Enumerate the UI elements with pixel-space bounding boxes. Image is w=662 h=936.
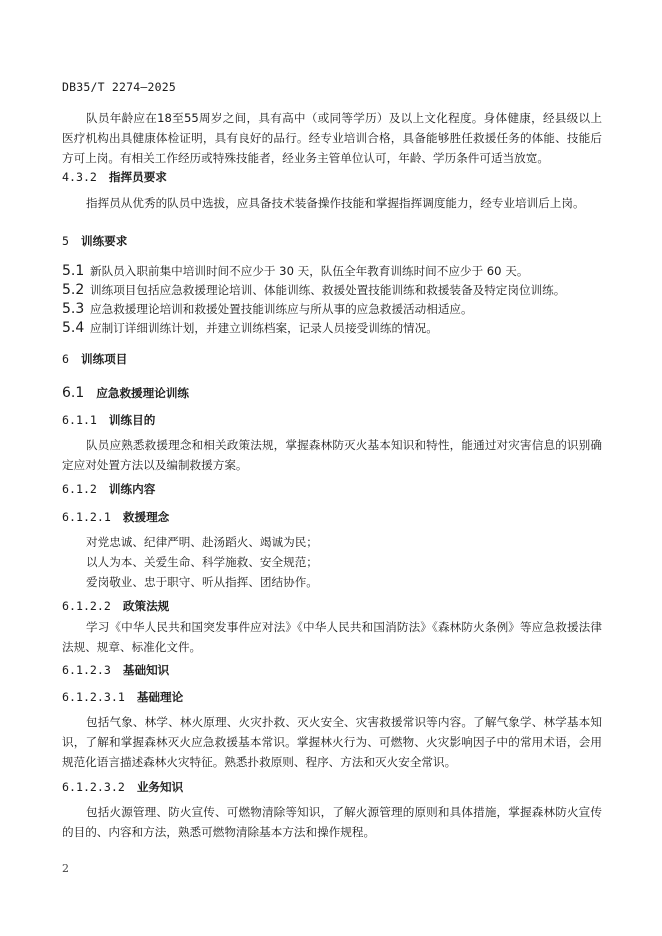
- list-item-number: 5.1: [62, 263, 85, 279]
- list-item-number: 5.4: [62, 320, 85, 336]
- heading-6-1-1: [62, 410, 602, 430]
- list-item: [62, 300, 602, 319]
- paragraph-text: 队员年龄应在18至55周岁之间，具有高中（或同等学历）及以上文化程度。身体健康，经县级以上医疗机构出具健康体检证明，具有良好的品行。经专业培训合格，具备能够胜任救援任务的体能、技能后方可上岗。有相关工作经历或特殊技能者，经业务主管单位认可，年龄、学历条件可适当放宽。: [62, 111, 602, 165]
- section-number: 5: [62, 234, 69, 248]
- page-number: 2: [62, 862, 69, 875]
- heading-6-1-2-3: [62, 660, 602, 680]
- section-number: 6.1.2.3: [62, 663, 111, 677]
- section-number: 4.3.2: [62, 170, 97, 184]
- section-title: 训练要求: [80, 234, 128, 248]
- list-item: [62, 281, 602, 300]
- heading-5: [62, 231, 602, 251]
- section-title: 政策法规: [122, 599, 170, 613]
- list-item-text: 新队员入职前集中培训时间不应少于 30 天，队伍全年教育训练时间不应少于 60 天。: [90, 264, 529, 278]
- heading-6-1: [62, 383, 602, 403]
- section-title: 训练项目: [80, 352, 128, 366]
- rescue-philosophy-lines: [62, 532, 602, 592]
- paragraph-member-requirements: [62, 108, 602, 168]
- list-item: [62, 319, 602, 338]
- section-title: 训练目的: [108, 413, 156, 427]
- section-title: 指挥员要求: [108, 170, 167, 184]
- section-number: 6.1.2.3.1: [62, 690, 125, 704]
- heading-6-1-2-1: [62, 507, 602, 527]
- line-text: 对党忠诚、纪律严明、赴汤蹈火、竭诚为民；: [86, 535, 318, 549]
- section-number: 6.1.2.1: [62, 510, 111, 524]
- paragraph-policy-regulations: [62, 617, 602, 657]
- section-title: 业务知识: [136, 780, 184, 794]
- section-number: 6.1.1: [62, 413, 97, 427]
- heading-6: [62, 349, 602, 369]
- section-number: 6.1.2: [62, 482, 97, 496]
- section-number: 6.1.2.2: [62, 599, 111, 613]
- section-number: 6: [62, 352, 69, 366]
- section-number: 6.1: [62, 385, 85, 401]
- heading-6-1-2: [62, 479, 602, 499]
- list-item-number: 5.2: [62, 282, 85, 298]
- document-code-header: DB35/T 2274—2025: [62, 80, 176, 94]
- section-title: 应急救援理论训练: [96, 386, 190, 400]
- paragraph-commander-requirements: [62, 193, 602, 213]
- paragraph-text: 包括火源管理、防火宣传、可燃物清除等知识，了解火源管理的原则和具体措施，掌握森林防火宣传的目的、内容和方法，熟悉可燃物清除基本方法和操作规程。: [62, 805, 602, 839]
- section-number: 6.1.2.3.2: [62, 780, 125, 794]
- section-title: 训练内容: [108, 482, 156, 496]
- heading-6-1-2-3-2: [62, 777, 602, 797]
- section-title: 基础知识: [122, 663, 170, 677]
- line-text: 爱岗敬业、忠于职守、听从指挥、团结协作。: [86, 575, 318, 589]
- paragraph-text: 学习《中华人民共和国突发事件应对法》《中华人民共和国消防法》《森林防火条例》等应急救援法律法规、规章、标准化文件。: [62, 620, 602, 654]
- heading-4-3-2: [62, 167, 602, 187]
- list-item-number: 5.3: [62, 301, 85, 317]
- list-item-text: 应急救援理论培训和救援处置技能训练应与所从事的应急救援活动相适应。: [90, 302, 473, 316]
- heading-6-1-2-2: [62, 596, 602, 616]
- heading-6-1-2-3-1: [62, 687, 602, 707]
- list-item-text: 应制订详细训练计划，并建立训练档案，记录人员接受训练的情况。: [90, 321, 438, 335]
- line-text: 以人为本、关爱生命、科学施救、安全规范；: [86, 555, 318, 569]
- paragraph-text: 包括气象、林学、林火原理、火灾扑救、灭火安全、灾害救援常识等内容。了解气象学、林学基本知识，了解和掌握森林灭火应急救援基本常识。掌握林火行为、可燃物、火灾影响因子中的常用术语，会用规范化语言描述森林火灾特征。熟悉扑救原则、程序、方法和灭火安全常识。: [62, 715, 602, 769]
- paragraph-business-knowledge: [62, 802, 602, 842]
- paragraph-training-purpose: [62, 435, 602, 475]
- list-item: [62, 262, 602, 281]
- list-training-requirements: [62, 262, 602, 338]
- section-title: 救援理念: [122, 510, 170, 524]
- list-item-text: 训练项目包括应急救援理论培训、体能训练、救援处置技能训练和救援装备及特定岗位训练。: [90, 283, 566, 297]
- paragraph-text: 队员应熟悉救援理念和相关政策法规，掌握森林防灭火基本知识和特性，能通过对灾害信息的识别确定应对处置方法以及编制救援方案。: [62, 438, 602, 472]
- paragraph-basic-theory: [62, 712, 602, 772]
- section-title: 基础理论: [136, 690, 184, 704]
- paragraph-text: 指挥员从优秀的队员中选拔，应具备技术装备操作技能和掌握指挥调度能力，经专业培训后上岗。: [86, 196, 585, 210]
